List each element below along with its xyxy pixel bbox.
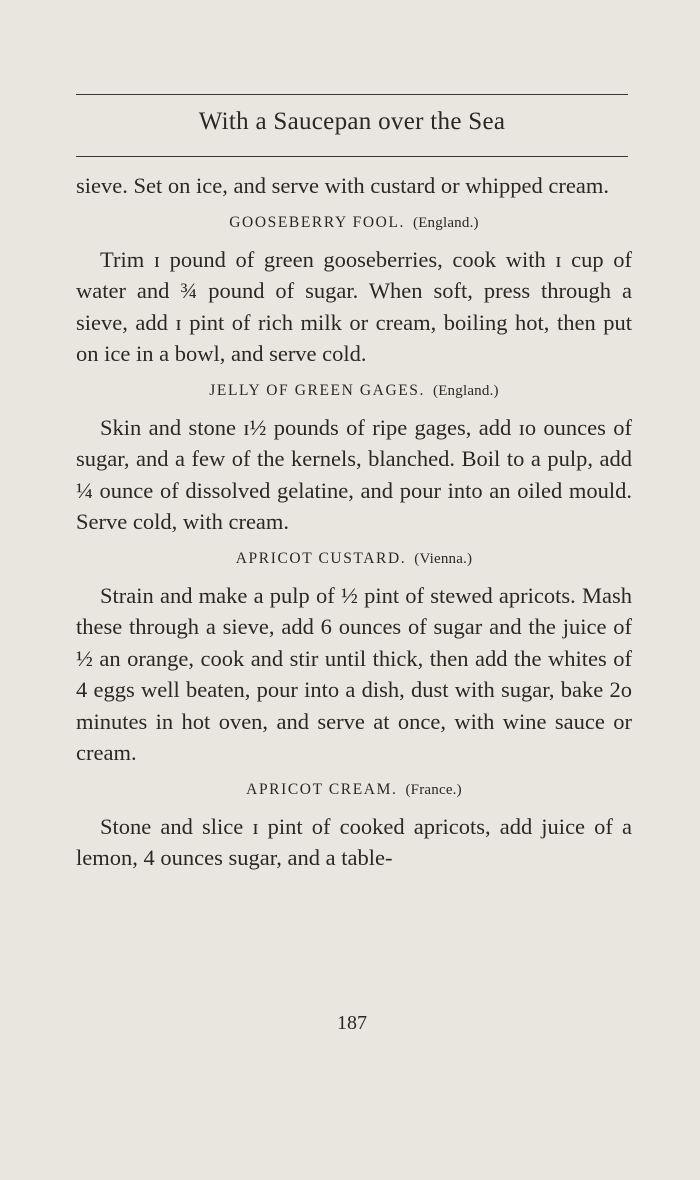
continuation-paragraph: sieve. Set on ice, and serve with custard or whipped cream. <box>76 173 609 198</box>
recipe-region: (England.) <box>413 214 479 231</box>
recipe-body-gooseberry-fool: Trim ɪ pound of green gooseberries, cook with ɪ cup of water and ¾ pound of sugar. When soft, press through a sieve, add ɪ pint of rich milk or cream, boiling hot, then put on ice in a bowl, and serve cold. <box>76 246 632 366</box>
page-text <box>76 170 632 874</box>
recipe-heading-gooseberry-fool <box>76 212 632 234</box>
recipe-region: (England.) <box>433 382 499 399</box>
recipe-title: APRICOT CREAM. <box>246 780 398 798</box>
recipe-title: JELLY OF GREEN GAGES. <box>209 381 425 399</box>
recipe-heading-apricot-cream <box>76 779 632 801</box>
page-number: 187 <box>337 1012 367 1034</box>
recipe-region: (Vienna.) <box>414 550 473 567</box>
recipe-body-apricot-cream: Stone and slice ɪ pint of cooked apricots, add juice of a lemon, 4 ounces sugar, and a table- <box>76 813 632 870</box>
recipe-body-jelly-of-green-gages: Skin and stone ɪ½ pounds of ripe gages, add ɪo ounces of sugar, and a few of the kernels, blanched. Boil to a pulp, add ¼ ounce of dissolved gelatine, and pour into an oiled mould. Serve cold, with cream. <box>76 414 632 534</box>
running-head: With a Saucepan over the Sea <box>198 108 506 135</box>
recipe-title: GOOSEBERRY FOOL. <box>229 213 405 231</box>
recipe-title: APRICOT CUSTARD. <box>235 549 407 567</box>
header-rule-top <box>76 94 628 95</box>
recipe-region: (France.) <box>405 781 462 798</box>
recipe-heading-jelly-of-green-gages <box>76 380 632 402</box>
header-rule-bottom <box>76 156 628 157</box>
recipe-heading-apricot-custard <box>76 548 632 570</box>
recipe-body-apricot-custard: Strain and make a pulp of ½ pint of stewed apricots. Mash these through a sieve, add 6 ounces of sugar and the juice of ½ an orange, cook and stir until thick, then add the whites of 4 eggs well beaten, pour into a dish, dust with sugar, bake 2o minutes in hot oven, and serve at once, with wine sauce or cream. <box>76 582 632 765</box>
